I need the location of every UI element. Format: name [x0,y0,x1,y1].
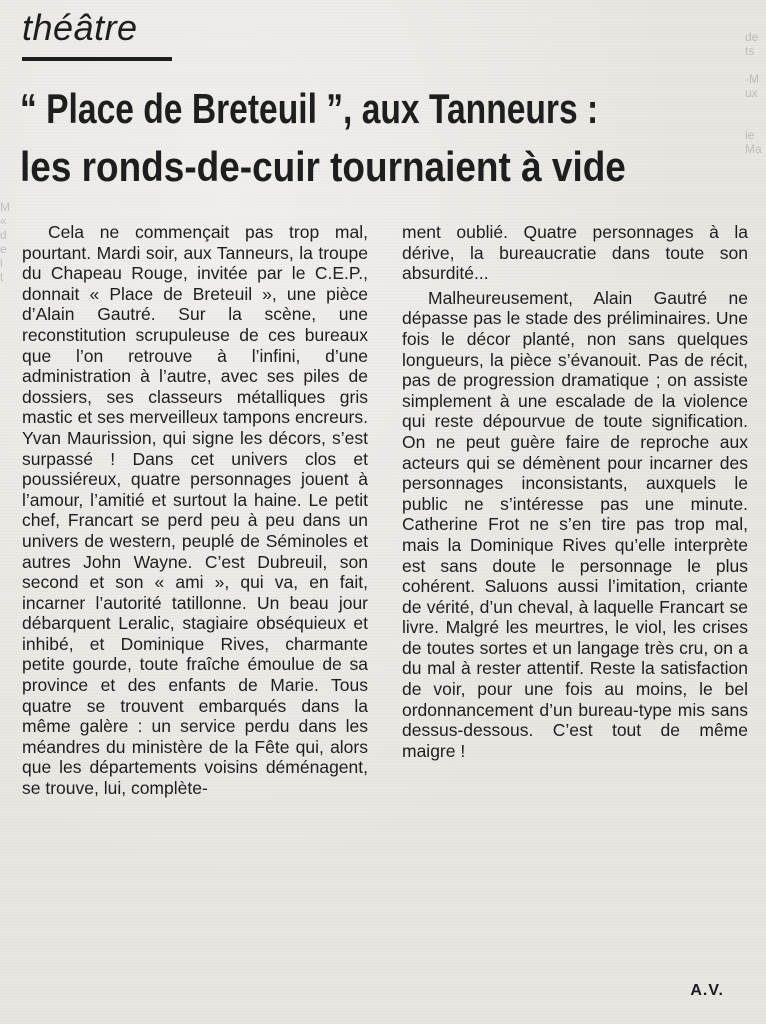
rubric-underline [22,57,172,61]
author-signature: A.V. [690,982,724,999]
column-2-continuation: ment oublié. Quatre personnages à la dérive, la bureaucratie dans toute son absurdité... [402,222,748,284]
bleed-through-text-left: M « d e l t [0,200,10,284]
column-2-paragraph: Malheureusement, Alain Gautré ne dépasse pas le stade des préliminaires. Une fois le décor planté, non sans quelques longueurs, la pièce s’évanouit. Pas de récit, pas de progression dramatique ; on assiste simplement à une escalade de la violence qui reste dépourvue de toute signification. On ne peut guère faire de reproche aux acteurs qui se démènent pour incarner des personnages inconsistants, auxquels le public ne s’intéresse pas une minute. Catherine Frot ne s’en tire pas trop mal, mais la Dominique Rives qu’elle interprète est sans doute le personnage le plus cohérent. Saluons aussi l’imitation, criante de vérité, d’un cheval, à laquelle Francart se livre. Malgré les meurtres, le viol, les crises de toutes sortes et un langage très cru, on a du mal à rester attentif. Reste la satisfaction de voir, pour une fois au moins, le bel ordonnancement d’un bureau-type mis sans dessus-dessous. C’est tout de même maigre ! [402,287,748,761]
article-column-1 [22,222,368,799]
article-column-2 [402,222,748,761]
headline-line-1: “ Place de Breteuil ”, aux Tanneurs : [20,85,599,132]
article-headline [20,80,760,196]
column-1-paragraph: Cela ne commençait pas trop mal, pourtant. Mardi soir, aux Tanneurs, la troupe du Chapeau Rouge, invitée par le C.E.P., donnait « Place de Breteuil », une pièce d’Alain Gautré. Sur la scène, une reconstitution scrupuleuse de ces bureaux que l’on retrouve à l’infini, d’une administration à l’autre, avec ses piles de dossiers, ses classeurs métalliques gris mastic et ses merveilleux tampons encreurs. Yvan Maurission, qui signe les décors, s’est surpassé ! Dans cet univers clos et poussiéreux, quatre personnages jouent à l’amour, l’amitié et surtout la haine. Le petit chef, Francart se perd peu à peu dans un univers de western, peuplé de Séminoles et autres John Wayne. C’est Dubreuil, son second et son « ami », qui va, en fait, incarner l’autorité tatillonne. Un beau jour débarquent Leralic, stagiaire obséquieux et inhibé, et Dominique Rives, charmante petite gourde, toute fraîche émoulue de sa province et des enfants de Marie. Tous quatre se trouvent embarqués dans la même galère : un service perdu dans les méandres du ministère de la Fête qui, alors que les départements voisins déménagent, se trouve, lui, complète- [22,222,368,799]
section-rubric: théâtre [22,7,138,48]
bleed-through-text: de ts -M ux ie Ma [745,30,762,156]
headline-line-2: les ronds-de-cuir tournaient à vide [20,143,626,190]
